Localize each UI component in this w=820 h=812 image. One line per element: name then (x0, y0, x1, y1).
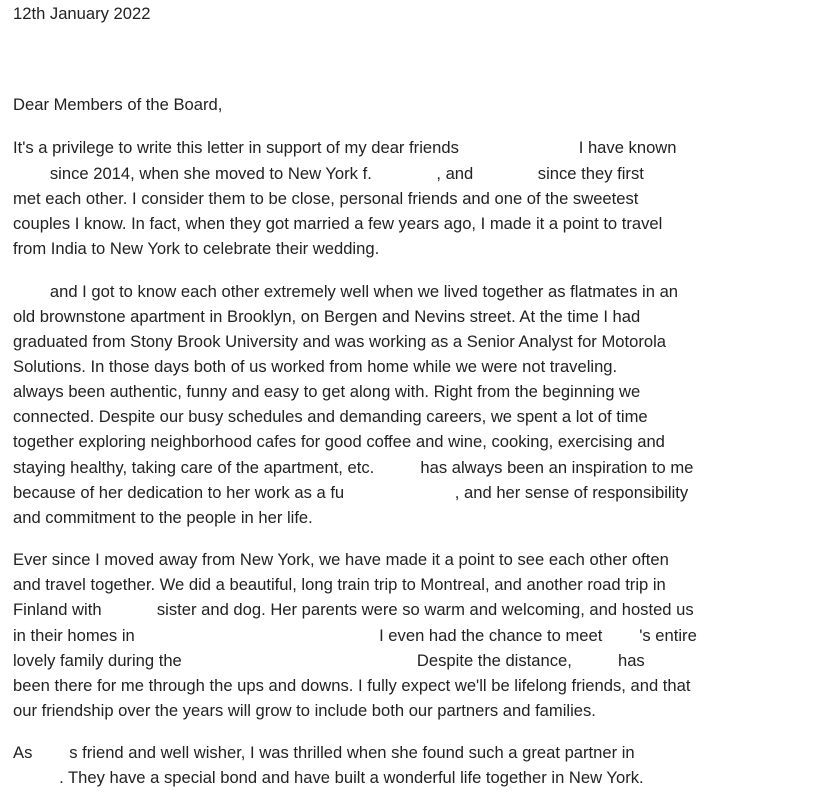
text-line: our friendship over the years will grow to include both our partners and families. (13, 701, 596, 720)
text-line: and I got to know each other extremely well when we lived together as flatmates in an (13, 282, 679, 301)
letter-salutation: Dear Members of the Board, (13, 95, 223, 114)
text-line: and travel together. We did a beautiful, long train trip to Montreal, and another road trip in (13, 575, 666, 594)
text-line: Ever since I moved away from New York, we have made it a point to see each other often (13, 550, 669, 569)
letter-date: 12th January 2022 (13, 4, 151, 23)
text-line: Solutions. In those days both of us worked from home while we were not traveling. (13, 357, 618, 376)
text-line: old brownstone apartment in Brooklyn, on Bergen and Nevins street. At the time I had (13, 307, 641, 326)
text-line: staying healthy, taking care of the apartment, etc. has always been an inspiration to me (13, 458, 694, 477)
text-line: met each other. I consider them to be close, personal friends and one of the sweetest (13, 189, 639, 208)
text-line: As s friend and well wisher, I was thrilled when she found such a great partner in (13, 743, 635, 762)
text-line: . They have a special bond and have built a wonderful life together in New York. (13, 768, 644, 787)
text-line: because of her dedication to her work as a fu , and her sense of responsibility (13, 483, 689, 502)
text-line: together exploring neighborhood cafes for good coffee and wine, cooking, exercising and (13, 432, 665, 451)
text-line: connected. Despite our busy schedules and demanding careers, we spent a lot of time (13, 407, 648, 426)
text-line: Finland with sister and dog. Her parents were so warm and welcoming, and hosted us (13, 600, 694, 619)
text-line: always been authentic, funny and easy to get along with. Right from the beginning we (13, 382, 641, 401)
text-line: and commitment to the people in her life. (13, 508, 313, 527)
text-line: in their homes in I even had the chance to meet 's entire (13, 626, 697, 645)
text-line: from India to New York to celebrate their wedding. (13, 239, 380, 258)
text-line: been there for me through the ups and downs. I fully expect we'll be lifelong friends, and that (13, 676, 691, 695)
text-line: couples I know. In fact, when they got married a few years ago, I made it a point to travel (13, 214, 663, 233)
text-line: graduated from Stony Brook University and was working as a Senior Analyst for Motorola (13, 332, 666, 351)
text-line: since 2014, when she moved to New York f. , and since they first (13, 164, 644, 183)
text-line: lovely family during the Despite the distance, has (13, 651, 645, 670)
text-line: It's a privilege to write this letter in support of my dear friends I have known (13, 138, 677, 157)
